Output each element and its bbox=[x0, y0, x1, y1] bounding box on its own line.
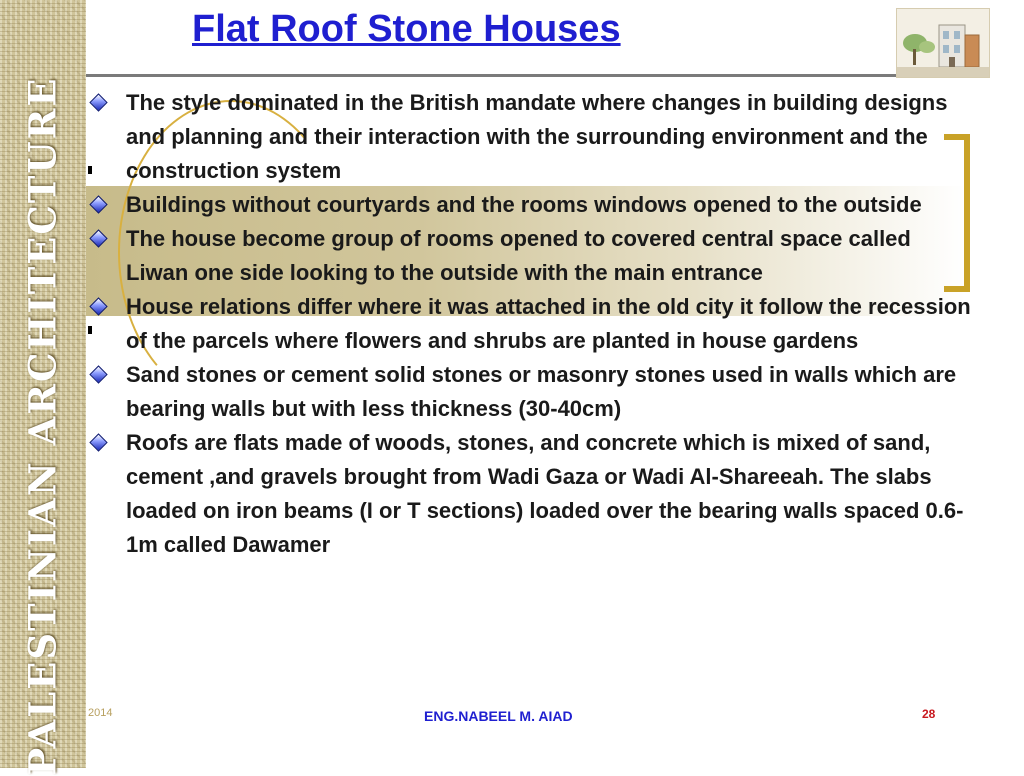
bullet-text: Buildings without courtyards and the rooms windows opened to the outside bbox=[126, 192, 922, 217]
diamond-bullet-icon bbox=[89, 297, 107, 315]
bullet-text: The style dominated in the British mandate where changes in building designs and planning and their interaction with the surrounding environment and the construction system bbox=[126, 90, 948, 183]
footer-author: ENG.NABEEL M. AIAD bbox=[424, 708, 573, 724]
bullet-item bbox=[92, 86, 972, 188]
diamond-bullet-icon bbox=[89, 195, 107, 213]
bullet-item bbox=[92, 426, 972, 562]
footer-date: 2014 bbox=[88, 707, 113, 719]
side-title-text: PALESTINIAN ARCHITECTURE bbox=[21, 76, 66, 776]
bullet-item bbox=[92, 290, 972, 358]
diamond-bullet-icon bbox=[89, 229, 107, 247]
side-vertical-title bbox=[0, 76, 86, 776]
title-divider bbox=[86, 74, 896, 77]
bullet-text: Sand stones or cement solid stones or masonry stones used in walls which are bearing walls but with less thickness (30-40cm) bbox=[126, 362, 957, 421]
bullet-item bbox=[92, 358, 972, 426]
slide-title: Flat Roof Stone Houses bbox=[192, 8, 621, 50]
bullet-text: The house become group of rooms opened to covered central space called Liwan one side looking to the outside with the main entrance bbox=[126, 226, 911, 285]
bullet-list bbox=[92, 86, 972, 562]
bullet-text: House relations differ where it was attached in the old city it follow the recession of the parcels where flowers and shrubs are planted in house gardens bbox=[126, 294, 971, 353]
diamond-bullet-icon bbox=[89, 93, 107, 111]
page-number: 28 bbox=[922, 707, 936, 721]
diamond-bullet-icon bbox=[89, 433, 107, 451]
bullet-item bbox=[92, 188, 972, 222]
diamond-bullet-icon bbox=[89, 365, 107, 383]
bullet-item bbox=[92, 222, 972, 290]
house-illustration-icon bbox=[896, 8, 990, 78]
bullet-text: Roofs are flats made of woods, stones, and concrete which is mixed of sand, cement ,and gravels brought from Wadi Gaza or Wadi Al-Shareeah. The slabs loaded on iron beams (I or T sections) loaded over the bearing walls spaced 0.6-1m called Dawamer bbox=[126, 430, 964, 557]
